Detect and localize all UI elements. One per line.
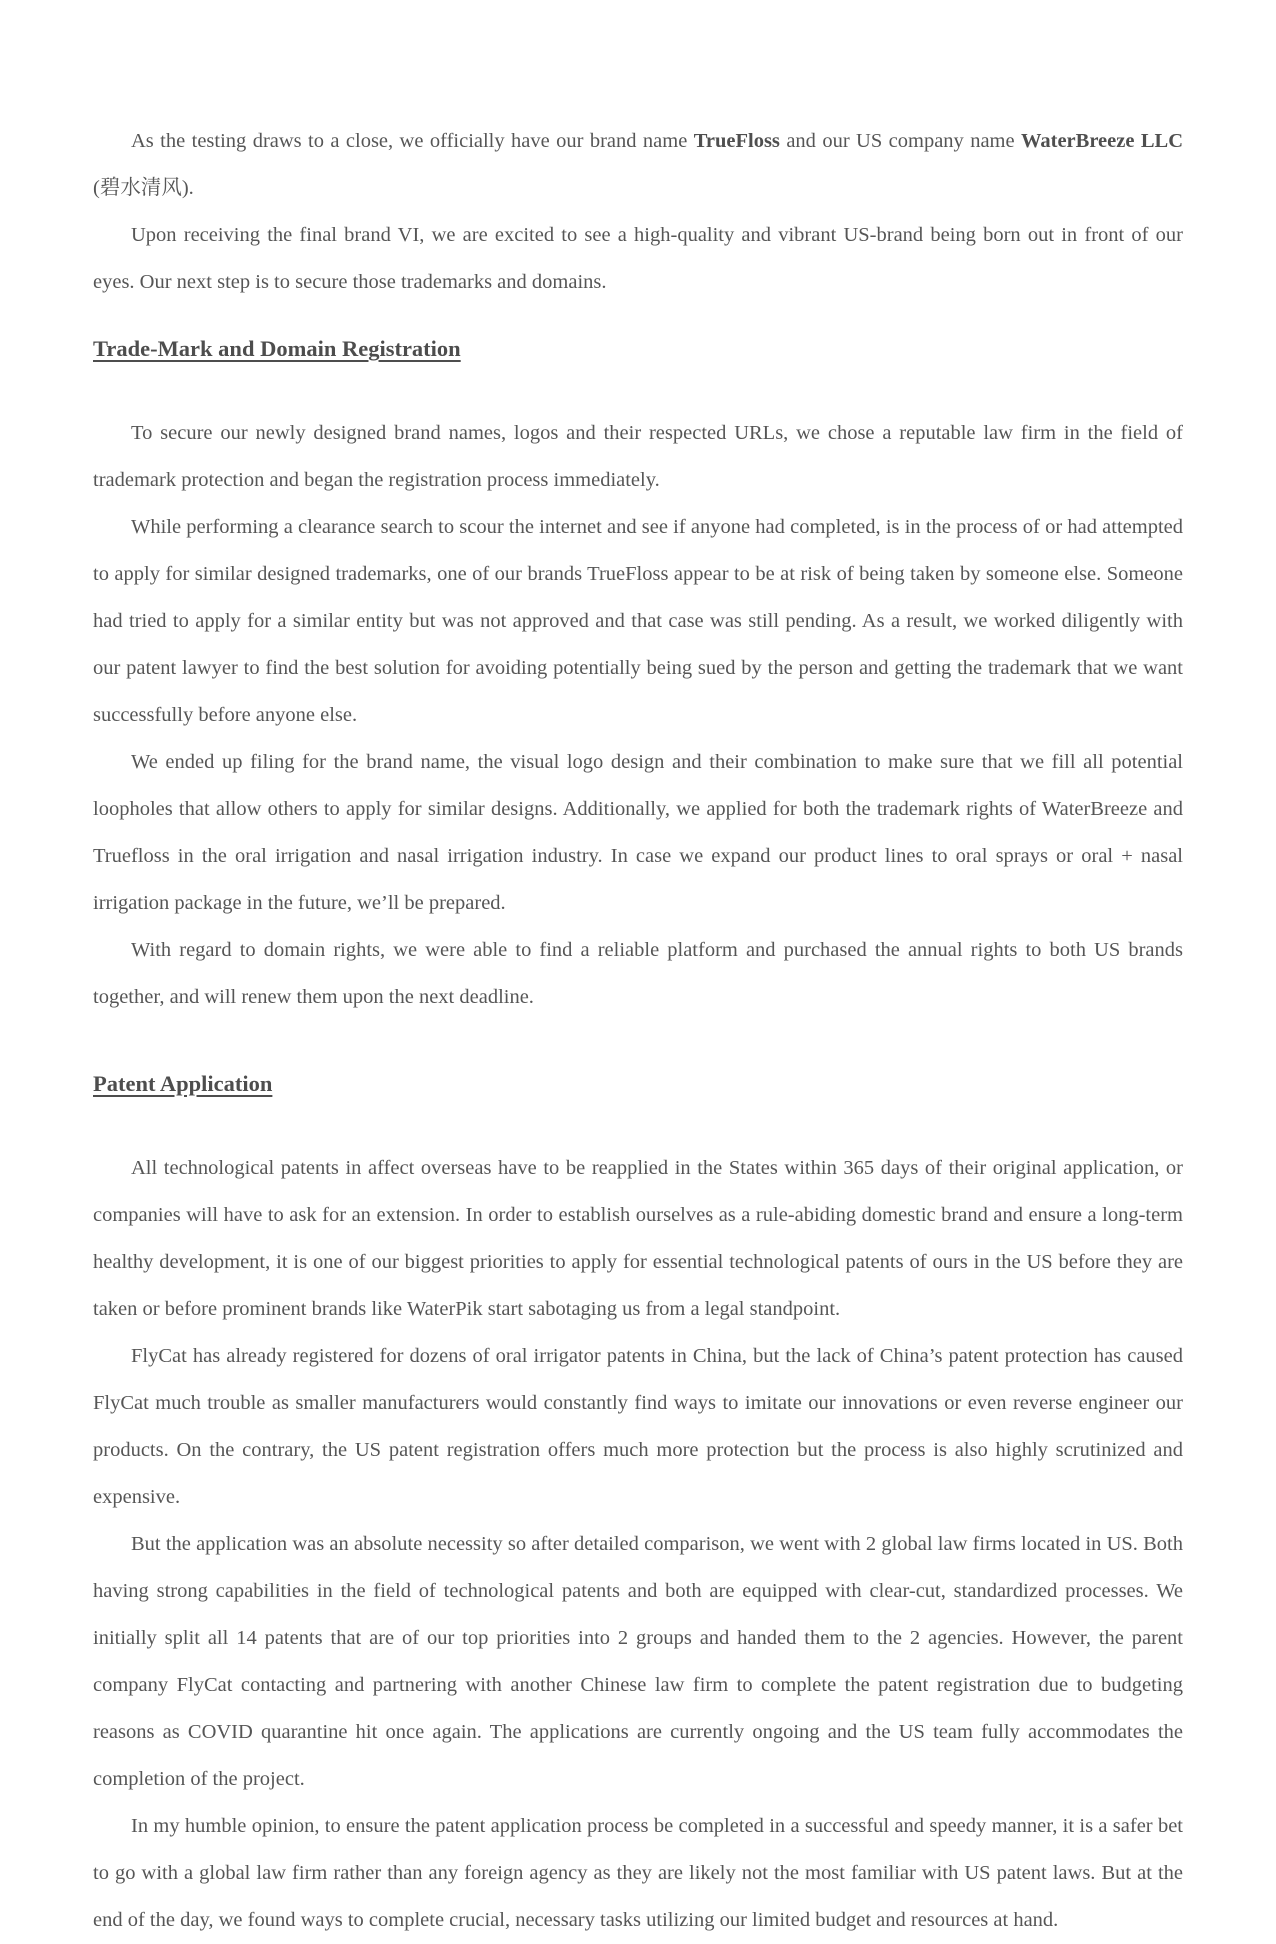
intro-paragraph-brand-names: [93, 118, 1183, 212]
text-run: As the testing draws to a close, we officially have our brand name: [131, 130, 694, 152]
section-heading-patent-application: Patent Application: [93, 1071, 273, 1096]
patent-paragraph-3: But the application was an absolute necessity so after detailed comparison, we went with 2 global law firms located in US. Both having strong capabilities in the field of technological patents and both are equipped with clear-cut, standardized processes. We initially split all 14 patents that are of our top priorities into 2 groups and handed them to the 2 agencies. However, the parent company FlyCat contacting and partnering with another Chinese law firm to complete the patent registration due to budgeting reasons as COVID quarantine hit once again. The applications are currently ongoing and the US team fully accommodates the completion of the project.: [93, 1533, 1183, 1790]
patent-paragraph-1: All technological patents in affect overseas have to be reapplied in the States within 365 days of their original application, or companies will have to ask for an extension. In order to establish ourselves as a rule-abiding domestic brand and ensure a long-term healthy development, it is one of our biggest priorities to apply for essential technological patents of ours in the US before they are taken or before prominent brands like WaterPik start sabotaging us from a legal standpoint.: [93, 1157, 1183, 1320]
trademark-paragraph-2: While performing a clearance search to scour the internet and see if anyone had completed, is in the process of or had attempted to apply for similar designed trademarks, one of our brands TrueFloss appear to be at risk of being taken by someone else. Someone had tried to apply for a similar entity but was not approved and that case was still pending. As a result, we worked diligently with our patent lawyer to find the best solution for avoiding potentially being sued by the person and getting the trademark that we want successfully before anyone else.: [93, 516, 1183, 726]
intro-paragraph-brand-vi: Upon receiving the final brand VI, we are excited to see a high-quality and vibrant US-brand being born out in front of our eyes. Our next step is to secure those trademarks and domains.: [93, 224, 1183, 293]
brand-name-truefloss: TrueFloss: [693, 130, 780, 152]
text-run: and our US company name: [779, 130, 1022, 152]
patent-paragraph-2: FlyCat has already registered for dozens of oral irrigator patents in China, but the lack of China’s patent protection has caused FlyCat much trouble as smaller manufacturers would constantly find ways to imitate our innovations or even reverse engineer our products. On the contrary, the US patent registration offers much more protection but the process is also highly scrutinized and expensive.: [93, 1345, 1183, 1508]
trademark-paragraph-4: With regard to domain rights, we were able to find a reliable platform and purchased the annual rights to both US brands together, and will renew them upon the next deadline.: [93, 939, 1183, 1008]
trademark-paragraph-3: We ended up filing for the brand name, the visual logo design and their combination to make sure that we fill all potential loopholes that allow others to apply for similar designs. Additionally, we applied for both the trademark rights of WaterBreeze and Truefloss in the oral irrigation and nasal irrigation industry. In case we expand our product lines to oral sprays or oral + nasal irrigation package in the future, we’ll be prepared.: [93, 751, 1183, 914]
patent-paragraph-4: In my humble opinion, to ensure the patent application process be completed in a successful and speedy manner, it is a safer bet to go with a global law firm rather than any foreign agency as they are likely not the most familiar with US patent laws. But at the end of the day, we found ways to complete crucial, necessary tasks utilizing our limited budget and resources at hand.: [93, 1815, 1183, 1931]
section-heading-trademark-domain-registration: Trade-Mark and Domain Registration: [93, 336, 461, 361]
company-name-waterbreeze: WaterBreeze LLC: [1021, 130, 1184, 152]
trademark-paragraph-1: To secure our newly designed brand names, logos and their respected URLs, we chose a reputable law firm in the field of trademark protection and began the registration process immediately.: [93, 422, 1183, 491]
text-run-chinese-name: (碧水清风).: [93, 177, 194, 199]
